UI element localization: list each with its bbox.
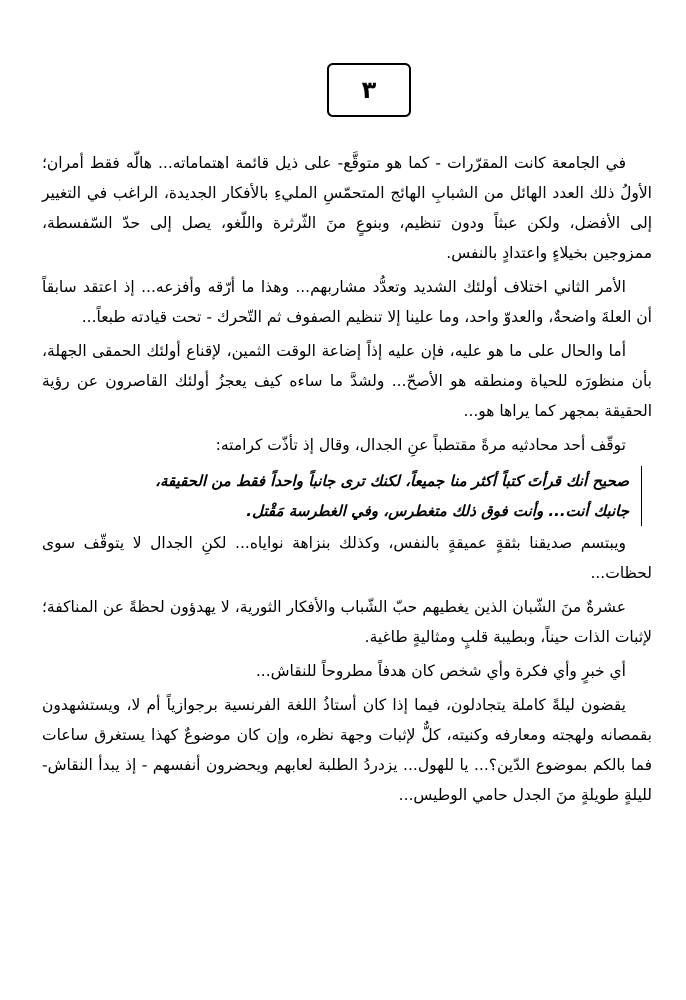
paragraph-1: في الجامعة كانت المقرّرات - كما هو متوقَّع- على ذيل قائمة اهتماماته... هالّه فقط أمران؛ الأولُ ذلك العدد الهائل من الشبابِ الهائج المتحمّسِ المليءِ بالأفكار الجديدة، الراغب في التغيير إلى الأفضل، ولكن عبثاً ودون تنظيم، وبنوعٍ منَ الثّرثرة واللّغو، يصل إلى حدّ السّفسطة، ممزوجين بخيلاءٍ واعتدادٍ بالنفس.	[42, 154, 652, 262]
paragraph-8: يقضون ليلةً كاملة يتجادلون، فيما إذا كان أستاذُ اللغة الفرنسية برجوازياً أم لا، ويستشهدون بقمصانه ولهجته ومعارفه وكنيته، كلٌّ لإثبات وجهة نظره، وإن كان موضوعٌ كهذا يستغرق ساعات فما بالكم بموضوع الدّين؟... يا للهول... يزدردُ الطلبة لعابهم ويحضرون أنفسهم - إذ يبدأ النقاش- لليلةٍ طويلةٍ منَ الجدل حامي الوطيس...	[42, 696, 652, 804]
block-quote	[82, 466, 642, 526]
page-number-box: ٣	[327, 63, 411, 117]
paragraph-2: الأمر الثاني اختلاف أولئك الشديد وتعدُّد مشاربهم... وهذا ما أرّقه وأفزعه... إذ اعتقد سابقاً أن العلةَ واضحةٌ، والعدوّ واحد، وما علينا إلا تنظيم الصفوف ثم التّحرك - تحت قيادته طبعاً...	[42, 278, 652, 326]
paragraph-6: عشرةٌ منَ الشّبان الذين يغطيهم حبّ الشّباب والأفكار الثورية، لا يهدؤون لحظةً عن المناكفة؛ لإثبات الذات حيناً، وبطيبة قلبٍ ومثاليةٍ طاغية.	[42, 598, 652, 646]
paragraph-7: أي خبرٍ وأي فكرة وأي شخص كان هدفاً مطروحاً للنقاش...	[255, 662, 626, 680]
quote-line-2: جانبك أنت... وأنت فوق ذلك متغطرس، وفي الغطرسة مَقْتل.	[246, 502, 629, 520]
paragraph-3: أما والحال على ما هو عليه، فإن عليه إذاً إضاعة الوقت الثمين، لإقناع أولئك الحمقى الجهلة، بأن منظورَه للحياة ومنطقه هو الأصحّ... ولشدَّ ما ساءه كيف يعجزُ أولئك القاصرون عن رؤية الحقيقة بمجهر كما يراها هو...	[42, 342, 652, 420]
body-text	[42, 148, 652, 814]
paragraph-5: ويبتسم صديقنا بثقةٍ عميقةٍ بالنفس، وكذلك بنزاهة نواياه... لكنِ الجدال لا يتوقّف سوى لحظات...	[42, 534, 652, 582]
paragraph-4: توقّف أحد محادثيه مرةً مقتطباً عنِ الجدال، وقال إذ تأذّت كرامته:	[215, 436, 626, 454]
quote-line-1: صحيح أنك قرأتَ كتباً أكثر منا جميعاً، لكنك ترى جانباً واحداً فقط من الحقيقة،	[155, 472, 629, 490]
